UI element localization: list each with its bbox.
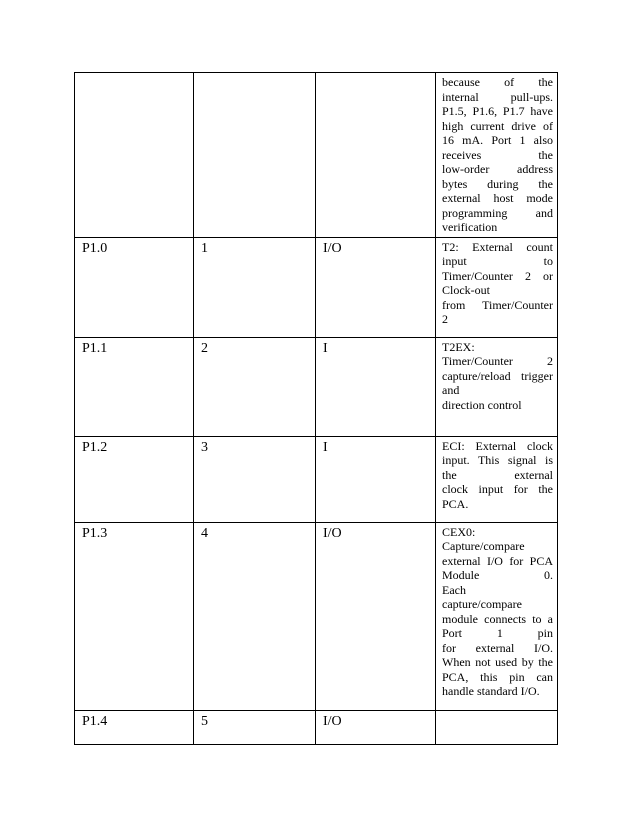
cell-type [316,710,436,744]
description-line: Clock-out [442,283,490,297]
cell-pin [75,73,194,238]
cell-type [316,436,436,522]
cell-number [194,337,316,436]
cell-pin [75,710,194,744]
description-line: receives the [442,147,553,162]
description-line: and [442,383,460,397]
pin-table-body [75,73,558,745]
description-line: low-order address [442,162,553,176]
description-text [436,338,557,415]
description-text [436,437,557,514]
description-line: T2: External count [442,239,553,254]
cell-number [194,237,316,337]
description-line: verification [442,220,498,234]
description-line: input to [442,254,553,268]
description-line: P1.5, P1.6, P1.7 have [442,104,553,118]
type-text: I/O [323,713,342,729]
number-text: 3 [201,439,208,455]
description-line: external I/O for PCA [442,553,553,568]
pin-text: P1.0 [82,240,108,256]
description-line: When not used by the [442,655,553,669]
description-line: 2 [442,312,448,326]
description-line: capture/compare [442,597,522,611]
table-row [75,522,558,710]
cell-type [316,237,436,337]
pin-text: P1.3 [82,525,108,541]
description-line: Timer/Counter 2 or [442,268,553,283]
cell-description [436,436,558,522]
cell-number [194,73,316,238]
number-text: 2 [201,340,208,356]
cell-number [194,710,316,744]
cell-type [316,73,436,238]
type-text: I/O [323,525,342,541]
table-row [75,73,558,238]
pin-text: P1.1 [82,340,108,356]
number-text: 5 [201,713,208,729]
description-line: ECI: External clock [442,438,553,453]
description-line: the external [442,467,553,482]
description-line: PCA. [442,496,469,511]
cell-pin [75,337,194,436]
pin-description-table [74,72,558,745]
cell-description [436,237,558,337]
number-text [194,73,315,76]
description-line: programming and [442,205,553,220]
type-text: I [323,340,328,356]
description-line: capture/reload trigger [442,368,553,383]
description-line: direction control [442,397,522,412]
cell-description [436,710,558,744]
description-line: Capture/compare [442,539,525,553]
description-line: PCA, this pin can [442,669,553,684]
description-line: bytes during the [442,176,553,191]
table-row [75,237,558,337]
description-line: handle standard I/O. [442,684,540,698]
description-line: because of the [442,75,553,89]
pin-text: P1.4 [82,713,108,729]
table-row [75,337,558,436]
description-line: for external I/O. [442,640,553,655]
description-line: Timer/Counter 2 [442,354,553,368]
type-text: I/O [323,240,342,256]
description-line: clock input for the [442,482,553,496]
cell-pin [75,237,194,337]
table-row [75,436,558,522]
type-text [316,73,435,76]
description-line: high current drive of [442,118,553,133]
description-line: T2EX: [442,339,475,354]
description-line: from Timer/Counter [442,297,553,312]
description-text [436,238,557,329]
description-line: 16 mA. Port 1 also [442,133,553,147]
description-line: input. This signal is [442,453,553,467]
description-line: Module 0. [442,568,553,582]
description-line: external host mode [442,191,553,205]
pin-text: P1.2 [82,439,108,455]
description-text [436,73,557,237]
description-line: internal pull-ups. [442,89,553,104]
pin-text [75,73,193,76]
cell-type [316,522,436,710]
cell-description [436,337,558,436]
type-text: I [323,439,328,455]
description-line: Each [442,582,466,597]
cell-description [436,73,558,238]
number-text: 1 [201,240,208,256]
number-text: 4 [201,525,208,541]
description-text [436,711,557,715]
cell-pin [75,522,194,710]
description-text [436,523,557,701]
description-line: module connects to a [442,611,553,626]
cell-type [316,337,436,436]
cell-number [194,436,316,522]
cell-number [194,522,316,710]
description-line: Port 1 pin [442,626,553,640]
table-row [75,710,558,744]
description-line: CEX0: [442,524,476,539]
cell-pin [75,436,194,522]
cell-description [436,522,558,710]
